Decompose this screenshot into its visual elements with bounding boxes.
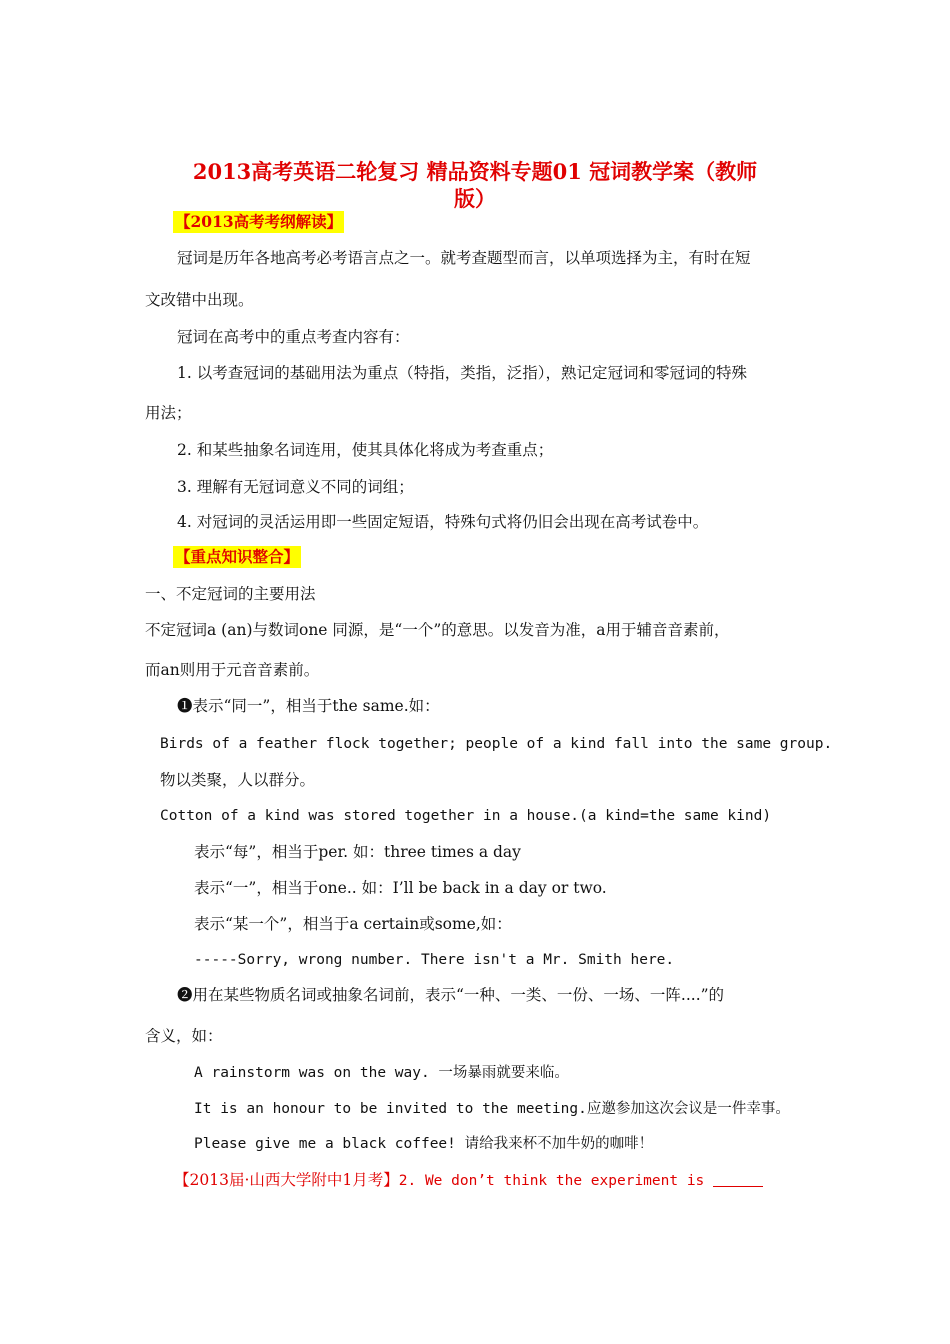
page-title: 2013高考英语二轮复习 精品资料专题01 冠词教学案（教师 版） xyxy=(192,159,758,211)
list-item-continuation: 用法； xyxy=(145,404,192,422)
list-item: 4. 对冠词的灵活运用即一些固定短语，特殊句式将仍旧会出现在高考试卷中。 xyxy=(177,513,709,531)
question-text: 2. We don’t think the experiment is xyxy=(398,1173,714,1189)
example-translation: 物以类聚，人以群分。 xyxy=(160,771,316,789)
example-sentence: Please give me a black coffee! 请给我来杯不加牛奶的咖啡！ xyxy=(194,1136,654,1152)
usage-subpoint: 表示“一”，相当于one.. 如：I’ll be back in a day or two. xyxy=(194,879,607,897)
question-source: 【2013届·山西大学附中1月考】 xyxy=(174,1171,399,1189)
subheading: 一、不定冠词的主要用法 xyxy=(145,585,316,603)
section-heading-outline: 【2013高考考纲解读】 xyxy=(175,212,343,231)
usage-point: ❶表示“同一”，相当于the same.如： xyxy=(177,697,440,715)
usage-subpoint: 表示“某一个”，相当于a certain或some,如： xyxy=(194,915,512,933)
example-sentence: Cotton of a kind was stored together in a house.(a kind=the same kind) xyxy=(160,808,772,824)
paragraph-line: 冠词是历年各地高考必考语言点之一。就考查题型而言，以单项选择为主，有时在短 xyxy=(177,249,751,267)
section-heading-knowledge: 【重点知识整合】 xyxy=(175,547,300,566)
example-sentence: -----Sorry, wrong number. There isn't a Mr. Smith here. xyxy=(194,952,675,968)
list-item: 2. 和某些抽象名词连用，使其具体化将成为考查重点； xyxy=(177,441,554,459)
example-sentence: A rainstorm was on the way. 一场暴雨就要来临。 xyxy=(194,1065,569,1081)
paragraph-line: 冠词在高考中的重点考查内容有： xyxy=(177,328,410,346)
answer-blank xyxy=(713,1172,763,1187)
paragraph-line: 不定冠词a (an)与数词one 同源，是“一个”的意思。以发音为准，a用于辅音音素前， xyxy=(145,621,730,639)
paragraph-line: 文改错中出现。 xyxy=(145,291,254,309)
paragraph-line: 而an则用于元音音素前。 xyxy=(145,661,320,679)
exam-question xyxy=(174,1170,763,1191)
usage-point-continuation: 含义，如： xyxy=(145,1027,223,1045)
list-item: 1. 以考查冠词的基础用法为重点（特指，类指，泛指），熟记定冠词和零冠词的特殊 xyxy=(177,364,747,382)
example-sentence: Birds of a feather flock together; people of a kind fall into the same group. xyxy=(160,736,833,752)
usage-subpoint: 表示“每”，相当于per. 如：three times a day xyxy=(194,843,521,861)
list-item: 3. 理解有无冠词意义不同的词组； xyxy=(177,478,414,496)
usage-point: ❷用在某些物质名词或抽象名词前，表示“一种、一类、一份、一场、一阵....”的 xyxy=(177,986,725,1004)
example-sentence: It is an honour to be invited to the meeting.应邀参加这次会议是一件幸事。 xyxy=(194,1101,790,1117)
